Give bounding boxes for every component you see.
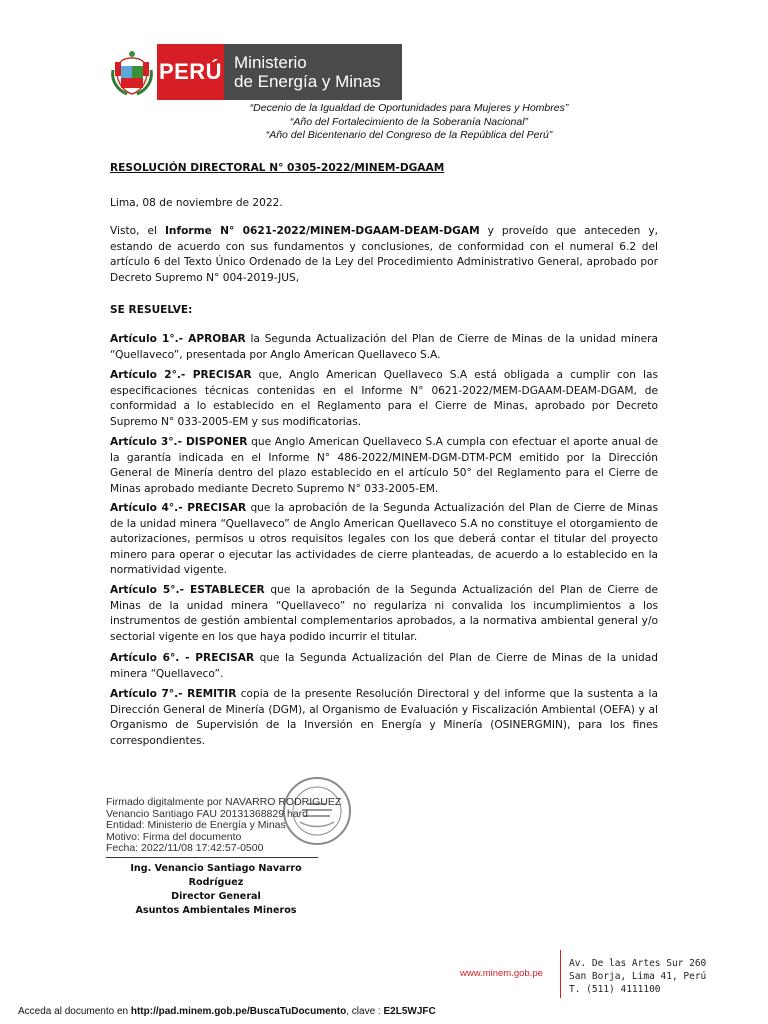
- article-text: que la aprobación de la Segunda Actualización del Plan de Cierre de Minas de la unidad minera “Quellaveco” de Anglo American Quellaveco S.A no constituye el otorgamiento de autorizaciones, permisos u otros requisitos legales con los que deberá contar el titular del proyecto minero para operar o ejecutar las actividades de cierre planteadas, de acuerdo a lo establecido en la normatividad vigente.: [110, 502, 658, 576]
- visto-report: Informe N° 0621-2022/MINEM-DGAAM-DEAM-DGAM: [164, 225, 480, 237]
- visto-post: y proveído que anteceden y, estando de acuerdo con sus fundamentos y conclusiones, de conformidad con el numeral 6.2 del artículo 6 del Texto Único Ordenado de la Ley del Procedimiento Administrativo General, aprobado por Decreto Supremo N° 004-2019-JUS,: [110, 225, 659, 284]
- article-2: [110, 368, 658, 430]
- motto-line: “Año del Bicentenario del Congreso de la República del Perú”: [265, 129, 553, 141]
- article-text: que la aprobación de la Segunda Actualización del Plan de Cierre de Minas de la unidad minera “Quellaveco” no regulariza ni convalida los incumplimientos a los instrumentos de gestión ambiental complementarios aprobados, a la normativa ambiental general y/o sectorial vigente en los que haya podido incurrir el titular.: [110, 584, 658, 643]
- country-label: PERÚ: [157, 44, 224, 100]
- signer-office: Asuntos Ambientales Mineros: [135, 905, 297, 916]
- article-label: Artículo 7°.- REMITIR: [110, 688, 237, 700]
- access-prefix: Acceda al documento en: [18, 1006, 131, 1017]
- footer-divider: [560, 950, 561, 998]
- phone-line: T. (511) 4111100: [569, 984, 661, 995]
- article-text: que Anglo American Quellaveco S.A cumpla con efectuar el aporte anual de la garantía indicada en el Informe N° 486-2022/MINEM-DGM-DTM-PCM emitido por la Dirección General de Minería dentro del plazo establecido en el artículo 50° del Reglamento para el Cierre de Minas aprobado mediante Decreto Supremo N° 033-2005-EM.: [110, 436, 658, 495]
- signature-line: Venancio Santiago FAU 20131368829 hard: [106, 807, 308, 820]
- article-label: Artículo 6°. - PRECISAR: [110, 652, 255, 664]
- article-text: copia de la presente Resolución Directoral y del informe que la sustenta a la Dirección General de Minería (DGM), al Organismo de Evaluación y Fiscalización Ambiental (OEFA) y al Organismo de Supervisión de la Inversión en Energía y Minería (OSINERGMIN), para los fines correspondientes.: [110, 688, 658, 747]
- access-middle: , clave :: [346, 1006, 384, 1017]
- address-line: San Borja, Lima 41, Perú: [569, 971, 707, 982]
- signer-block: [106, 862, 326, 918]
- article-6: [110, 651, 658, 682]
- signature-line: Motivo: Firma del documento: [106, 830, 242, 843]
- signature-line: Entidad: Ministerio de Energía y Minas: [106, 819, 286, 831]
- access-link[interactable]: http://pad.minem.gob.pe/BuscaTuDocumento: [130, 1006, 347, 1017]
- article-4: [110, 501, 658, 579]
- signer-name: Ing. Venancio Santiago Navarro Rodríguez: [130, 863, 302, 888]
- access-key: E2L5WJFC: [383, 1006, 436, 1017]
- ministry-website-link[interactable]: www.minem.gob.pe: [460, 968, 543, 979]
- signature-line: Fecha: 2022/11/08 17:42:57-0500: [106, 842, 264, 854]
- signer-position: Director General: [171, 891, 261, 902]
- coat-of-arms-icon: [107, 44, 157, 100]
- signature-line: Firmado digitalmente por NAVARRO RODRIGUEZ: [106, 796, 342, 808]
- article-text: la Segunda Actualización del Plan de Cierre de Minas de la unidad minera “Quellaveco”, presentada por Anglo American Quellaveco S.A.: [110, 333, 658, 361]
- digital-signature-info: [106, 797, 341, 855]
- article-label: Artículo 3°.- DISPONER: [110, 436, 248, 448]
- resolution-date: Lima, 08 de noviembre de 2022.: [110, 197, 283, 209]
- se-resuelve-heading: SE RESUELVE:: [110, 304, 193, 316]
- ministry-header-logo: [107, 44, 402, 100]
- motto-line: “Decenio de la Igualdad de Oportunidades para Mujeres y Hombres”: [249, 102, 569, 114]
- article-label: Artículo 5°.- ESTABLECER: [110, 584, 265, 596]
- document-access-note: [18, 1006, 436, 1017]
- visto-paragraph: [110, 224, 658, 286]
- article-text: que la Segunda Actualización del Plan de Cierre de Minas de la unidad minera “Quellaveco”.: [110, 652, 658, 680]
- address-line: Av. De las Artes Sur 260: [569, 958, 707, 969]
- ministry-line-1: Ministerio: [234, 53, 307, 72]
- article-5: [110, 583, 658, 645]
- signature-divider: [106, 857, 318, 858]
- article-text: que, Anglo American Quellaveco S.A está obligada a cumplir con las especificaciones técnicas contenidas en el Informe N° 0621-2022/MEM-DGAAM-DEAM-DGAM, de conformidad a lo establecido en el Reglamento para el Cierre de Minas, aprobado por Decreto Supremo N° 033-2005-EM y sus modificatorias.: [110, 369, 658, 428]
- article-3: [110, 435, 658, 497]
- ministry-line-2: de Energía y Minas: [234, 72, 381, 91]
- article-label: Artículo 1°.- APROBAR: [110, 333, 246, 345]
- article-label: Artículo 4°.- PRECISAR: [110, 502, 247, 514]
- ministry-name: [224, 44, 402, 100]
- footer-address: [569, 957, 706, 996]
- article-7: [110, 687, 658, 749]
- article-1: [110, 332, 658, 363]
- motto-line: “Año del Fortalecimiento de la Soberanía Nacional”: [289, 115, 529, 128]
- year-mottos: [0, 102, 768, 143]
- article-label: Artículo 2°.- PRECISAR: [110, 369, 252, 381]
- visto-pre: Visto, el: [110, 225, 165, 237]
- resolution-title: RESOLUCIÓN DIRECTORAL N° 0305-2022/MINEM-DGAAM: [110, 162, 445, 174]
